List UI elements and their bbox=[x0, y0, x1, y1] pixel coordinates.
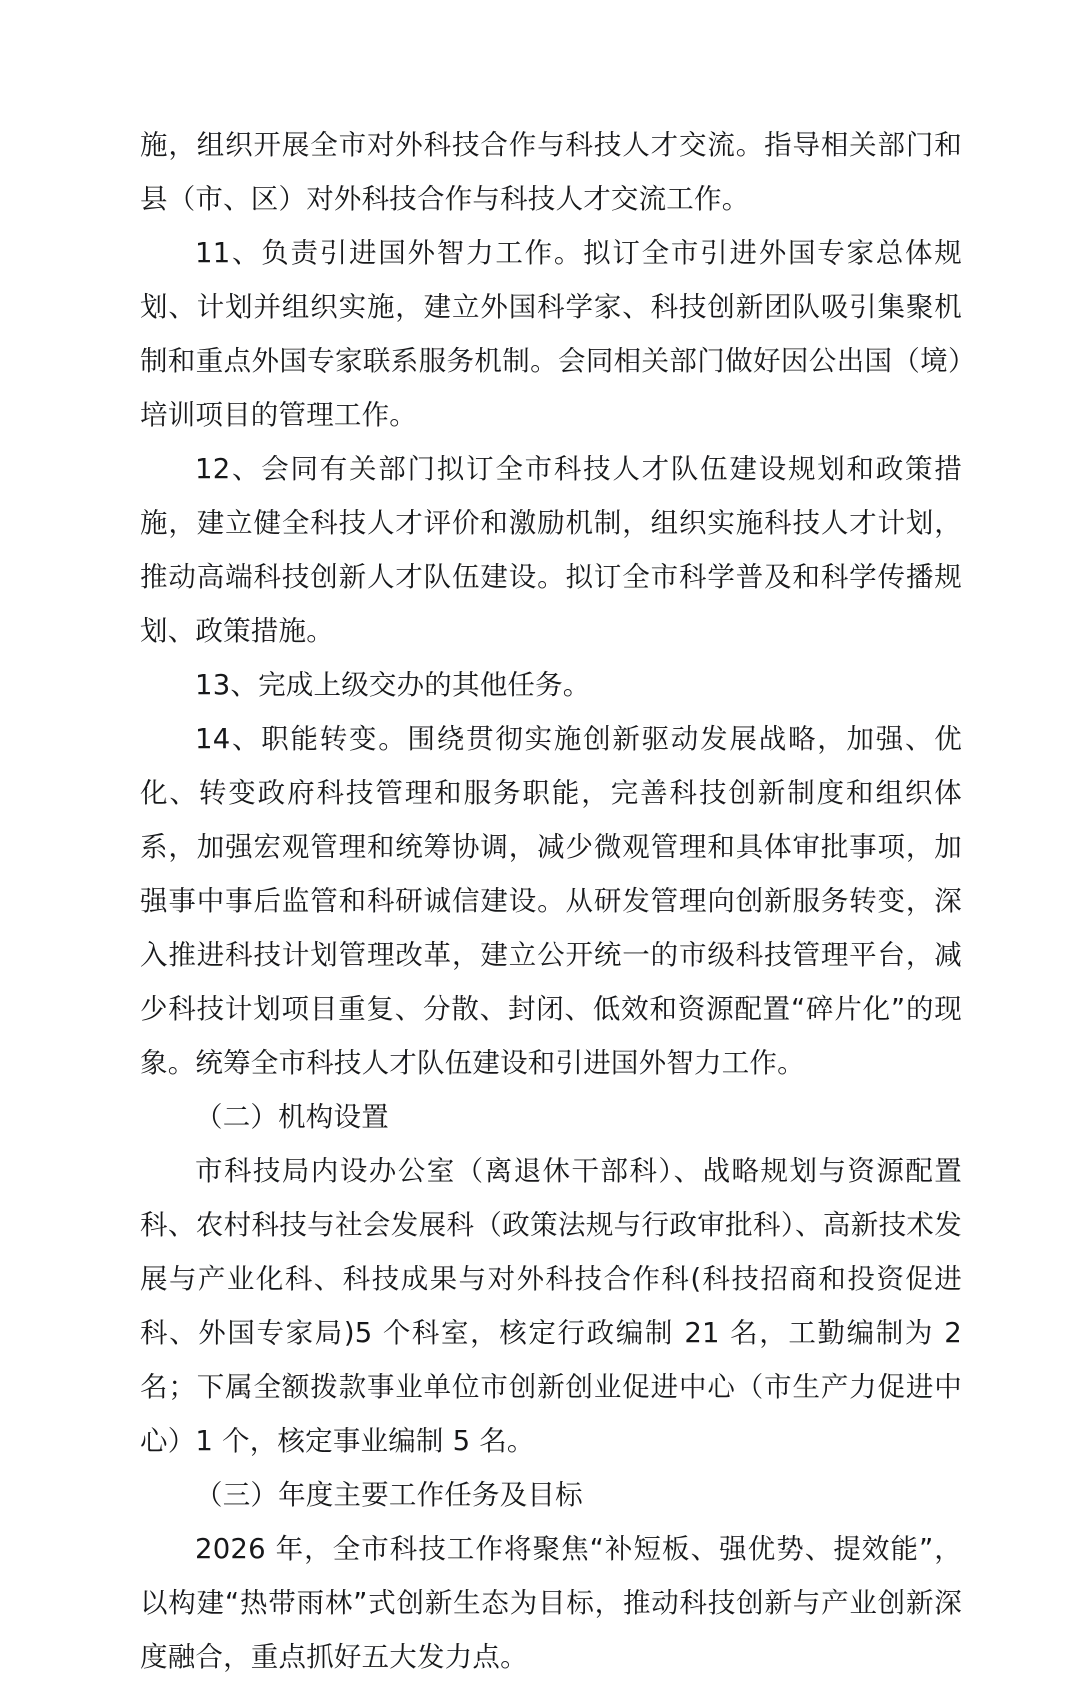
document-body bbox=[140, 118, 962, 1684]
paragraph-continued-10: 施，组织开展全市对外科技合作与科技人才交流。指导相关部门和县（市、区）对外科技合作与科技人才交流工作。 bbox=[140, 129, 962, 215]
heading-annual-tasks: （三）年度主要工作任务及目标 bbox=[195, 1479, 583, 1511]
paragraph-item-14: 14、职能转变。围绕贯彻实施创新驱动发展战略，加强、优化、转变政府科技管理和服务职能，完善科技创新制度和组织体系，加强宏观管理和统筹协调，减少微观管理和具体审批事项，加强事中事后监管和科研诚信建设。从研发管理向创新服务转变，深入推进科技计划管理改革，建立公开统一的市级科技管理平台，减少科技计划项目重复、分散、封闭、低效和资源配置“碎片化”的现象。统筹全市科技人才队伍建设和引进国外智力工作。 bbox=[140, 723, 962, 1079]
paragraph-item-13: 13、完成上级交办的其他任务。 bbox=[195, 669, 591, 701]
paragraph-item-12: 12、会同有关部门拟订全市科技人才队伍建设规划和政策措施，建立健全科技人才评价和激励机制，组织实施科技人才计划，推动高端科技创新人才队伍建设。拟订全市科学普及和科学传播规划、政策措施。 bbox=[140, 453, 962, 647]
heading-organization-setup: （二）机构设置 bbox=[195, 1101, 389, 1133]
paragraph-organization-detail: 市科技局内设办公室（离退休干部科）、战略规划与资源配置科、农村科技与社会发展科（政策法规与行政审批科）、高新技术发展与产业化科、科技成果与对外科技合作科(科技招商和投资促进科、外国专家局)5 个科室，核定行政编制 21 名，工勤编制为 2 名；下属全额拨款事业单位市创新创业促进中心（市生产力促进中心）1 个，核定事业编制 5 名。 bbox=[140, 1155, 962, 1457]
paragraph-annual-tasks-detail: 2026 年，全市科技工作将聚焦“补短板、强优势、提效能”，以构建“热带雨林”式创新生态为目标，推动科技创新与产业创新深度融合，重点抓好五大发力点。 bbox=[140, 1533, 962, 1673]
paragraph-item-11: 11、负责引进国外智力工作。拟订全市引进外国专家总体规划、计划并组织实施，建立外国科学家、科技创新团队吸引集聚机制和重点外国专家联系服务机制。会同相关部门做好因公出国（境）培训项目的管理工作。 bbox=[140, 237, 962, 431]
